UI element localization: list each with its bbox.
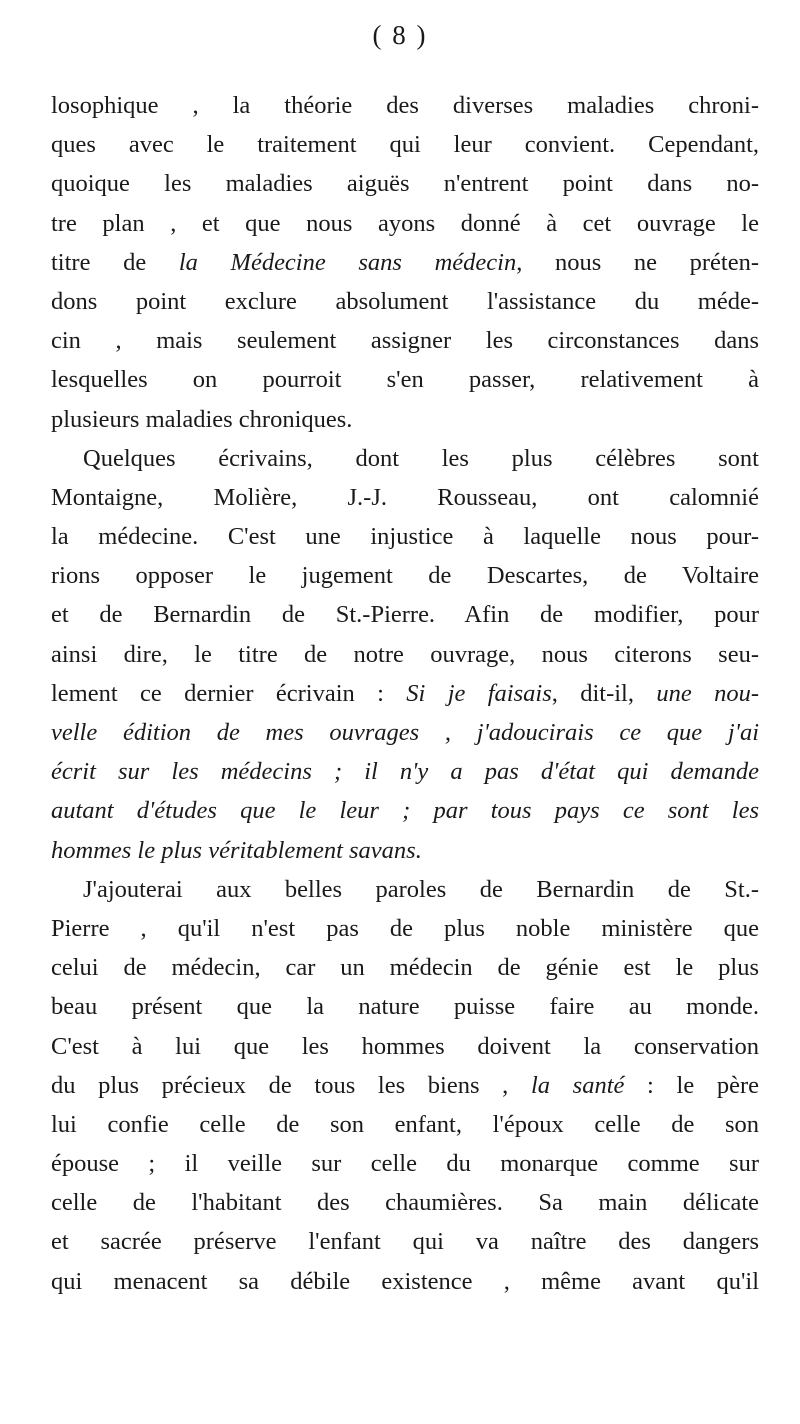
text-line: losophique , la théorie des diverses maladies chroni- xyxy=(51,92,759,119)
text-line: Pierre , qu'il n'est pas de plus noble ministère que xyxy=(51,914,759,942)
text-line: C'est à lui que les hommes doivent la conservation xyxy=(51,1032,759,1060)
text-line: Montaigne, Molière, J.-J. Rousseau, ont calomnié xyxy=(51,483,759,511)
italic-quote: Si je faisais xyxy=(406,679,552,707)
text-line: qui menacent sa débile existence , même avant qu'il xyxy=(51,1267,759,1295)
italic-quote: écrit sur les médecins ; il n'y a pas d'état qui demande xyxy=(51,758,759,786)
italic-quote: une nou- xyxy=(656,679,760,707)
italic-title: la Médecine sans médecin xyxy=(178,248,517,276)
text-line: celui de médecin, car un médecin de génie est le plus xyxy=(51,954,759,982)
text-line: et sacrée préserve l'enfant qui va naître des dangers xyxy=(51,1228,759,1256)
text-line: cin , mais seulement assigner les circonstances dans xyxy=(51,327,759,355)
page-number: ( 8 ) xyxy=(372,20,428,50)
body-text xyxy=(51,86,759,1301)
text-line xyxy=(51,713,759,752)
text-line xyxy=(51,752,759,791)
text-line xyxy=(51,831,759,870)
text-line: beau présent que la nature puisse faire au monde. xyxy=(51,993,759,1021)
text-line: celle de l'habitant des chaumières. Sa main délicate xyxy=(51,1189,759,1217)
text-line: lement ce dernier écrivain : Si je faisais, dit-il, une nou- xyxy=(51,679,760,707)
text-line: titre de la Médecine sans médecin, nous ne préten- xyxy=(51,248,759,276)
italic-quote: hommes le plus véritablement savans. xyxy=(51,836,422,864)
text-line: quoique les maladies aiguës n'entrent point dans no- xyxy=(51,170,759,198)
italic-quote: velle édition de mes ouvrages , j'adoucirais ce que j'ai xyxy=(51,719,759,746)
text-line: la médecine. C'est une injustice à laquelle nous pour- xyxy=(51,523,759,551)
italic-quote: autant d'études que le leur ; par tous pays ce sont les xyxy=(51,797,759,825)
text-line: du plus précieux de tous les biens , la santé : le père xyxy=(51,1071,760,1099)
text-line: tre plan , et que nous ayons donné à cet ouvrage le xyxy=(51,209,759,237)
text-line: lesquelles on pourroit s'en passer, relativement à xyxy=(51,366,759,394)
text-line: ques avec le traitement qui leur convient. Cependant, xyxy=(51,131,759,159)
text-line: J'ajouterai aux belles paroles de Bernardin de St.- xyxy=(83,875,759,903)
text-line: et de Bernardin de St.-Pierre. Afin de modifier, pour xyxy=(51,601,759,629)
text-line: ainsi dire, le titre de notre ouvrage, nous citerons seu- xyxy=(51,640,759,668)
text-line: Quelques écrivains, dont les plus célèbres sont xyxy=(83,444,759,472)
text-line: plusieurs maladies chroniques. xyxy=(51,405,353,433)
text-line: rions opposer le jugement de Descartes, de Voltaire xyxy=(51,562,759,590)
text-line: dons point exclure absolument l'assistance du méde- xyxy=(51,287,759,315)
italic-term: la santé xyxy=(530,1071,625,1099)
text-line: lui confie celle de son enfant, l'époux celle de son xyxy=(51,1110,759,1138)
text-line xyxy=(51,791,759,830)
text-line: épouse ; il veille sur celle du monarque comme sur xyxy=(51,1150,759,1178)
